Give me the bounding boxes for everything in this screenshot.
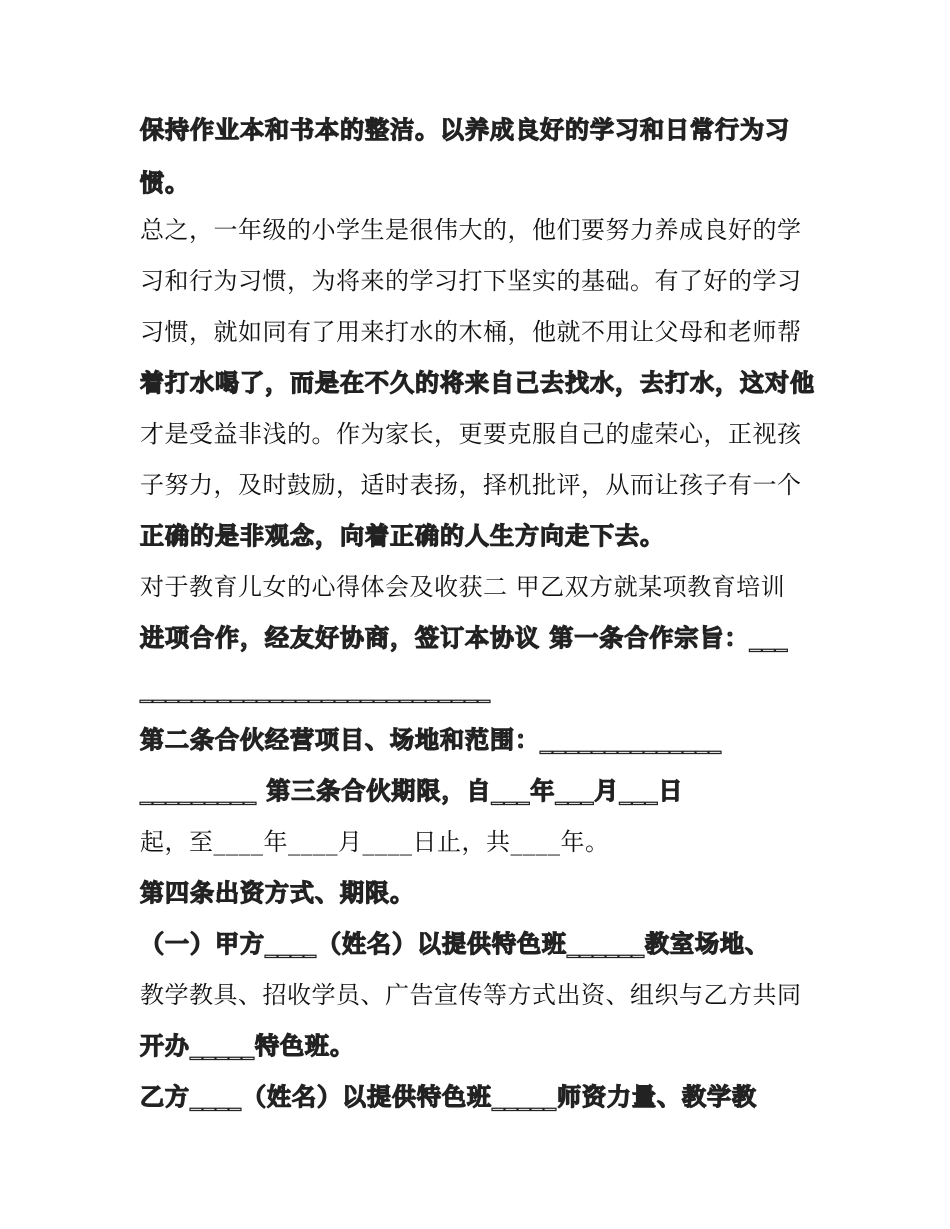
text-line-4: 习和行为习惯，为将来的学习打下坚实的基础。有了好的学习 [140, 267, 802, 295]
text-line-18: 教学教具、招收学员、广告宣传等方式出资、组织与乙方共同 [140, 981, 802, 1009]
text-line-8: 子努力，及时鼓励，适时表扬，择机批评，从而让孩子有一个 [140, 471, 802, 499]
text-line-20: 乙方____（姓名）以提供特色班_____师资力量、教学教 [140, 1083, 757, 1111]
text-line-15: 起，至____年____月____日止，共____年。 [140, 828, 610, 856]
text-line-16: 第四条出资方式、期限。 [140, 879, 415, 907]
text-line-6: 着打水喝了，而是在不久的将来自己去找水，去打水，这对他 [140, 369, 815, 397]
text-line-11: 进项合作，经友好协商，签订本协议 第一条合作宗旨：___ [140, 624, 789, 652]
text-line-7: 才是受益非浅的。作为家长，更要克服自己的虚荣心，正视孩 [140, 420, 802, 448]
text-line-14: _________ 第三条合伙期限，自___年___月___日 [140, 777, 684, 805]
text-line-12: ___________________________ [140, 675, 491, 703]
text-line-19: 开办_____特色班。 [140, 1032, 355, 1060]
text-line-2: 惯。 [140, 169, 190, 197]
text-line-1: 保持作业本和书本的整洁。以养成良好的学习和日常行为习 [140, 116, 790, 144]
text-line-5: 习惯，就如同有了用来打水的木桶，他就不用让父母和老师帮 [140, 318, 802, 346]
text-line-3: 总之，一年级的小学生是很伟大的，他们要努力养成良好的学 [140, 216, 802, 244]
text-line-10: 对于教育儿女的心得体会及收获二 甲乙双方就某项教育培训 [140, 573, 786, 601]
text-line-9: 正确的是非观念，向着正确的人生方向走下去。 [140, 522, 665, 550]
text-line-17: （一）甲方____（姓名）以提供特色班______教室场地、 [140, 930, 770, 958]
text-line-13: 第二条合伙经营项目、场地和范围：______________ [140, 726, 722, 754]
